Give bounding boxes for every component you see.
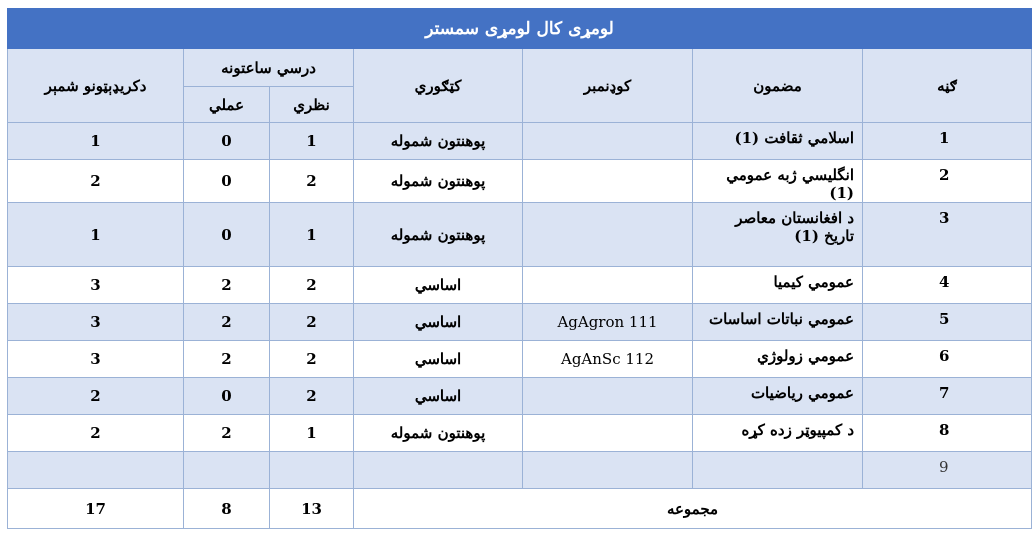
row-code	[523, 123, 693, 160]
table-body	[8, 123, 1032, 489]
row-credits: 2	[8, 378, 184, 415]
row-subject	[693, 452, 863, 489]
header-practical: عملي	[184, 87, 270, 123]
row-subject: د افغانستان معاصر تاریخ (1)	[693, 203, 863, 267]
table-title: لومړی کال لومړی سمستر	[8, 9, 1032, 49]
row-number: 6	[863, 341, 1032, 378]
row-number: 2	[863, 160, 1032, 203]
row-subject: عمومي نباتات اساسات	[693, 304, 863, 341]
row-subject: د کمپیوټر زده کړه	[693, 415, 863, 452]
table-row	[8, 378, 1032, 415]
row-subject: عمومي زولوژي	[693, 341, 863, 378]
row-category: اساسي	[354, 378, 523, 415]
row-subject: عمومي ریاضیات	[693, 378, 863, 415]
row-code	[523, 160, 693, 203]
title-row	[8, 9, 1032, 49]
total-credits: 17	[8, 489, 184, 529]
row-subject: اسلامي ثقافت (1)	[693, 123, 863, 160]
row-category: پوهنتون شموله	[354, 123, 523, 160]
total-theory: 13	[270, 489, 354, 529]
row-theory: 2	[270, 341, 354, 378]
table-row	[8, 267, 1032, 304]
row-credits	[8, 452, 184, 489]
row-code: AgAgron 111	[523, 304, 693, 341]
header-theory: نظري	[270, 87, 354, 123]
row-code: AgAnSc 112	[523, 341, 693, 378]
row-practical: 0	[184, 203, 270, 267]
row-practical: 2	[184, 341, 270, 378]
table-row	[8, 452, 1032, 489]
row-category: اساسي	[354, 304, 523, 341]
row-category: پوهنتون شموله	[354, 203, 523, 267]
row-number: 5	[863, 304, 1032, 341]
row-theory: 2	[270, 160, 354, 203]
total-row	[8, 489, 1032, 529]
header-code: کوډنمبر	[523, 49, 693, 123]
row-code	[523, 415, 693, 452]
row-practical: 2	[184, 415, 270, 452]
row-number: 9	[863, 452, 1032, 489]
curriculum-table-container	[7, 8, 1031, 529]
header-row	[8, 49, 1032, 87]
row-category: پوهنتون شموله	[354, 415, 523, 452]
row-code	[523, 267, 693, 304]
table-row	[8, 160, 1032, 203]
row-category: اساسي	[354, 267, 523, 304]
row-practical	[184, 452, 270, 489]
header-no: ګڼه	[863, 49, 1032, 123]
header-hours: درسي ساعتونه	[184, 49, 354, 87]
row-theory: 2	[270, 378, 354, 415]
row-practical: 2	[184, 267, 270, 304]
row-practical: 0	[184, 378, 270, 415]
row-code	[523, 452, 693, 489]
table-row	[8, 341, 1032, 378]
row-theory: 2	[270, 267, 354, 304]
row-number: 7	[863, 378, 1032, 415]
header-credits: دکریډېټونو شمېر	[8, 49, 184, 123]
row-credits: 1	[8, 123, 184, 160]
row-theory	[270, 452, 354, 489]
row-theory: 1	[270, 415, 354, 452]
row-subject: انگلیسي ژبه عمومي (1)	[693, 160, 863, 203]
row-number: 3	[863, 203, 1032, 267]
row-category: پوهنتون شموله	[354, 160, 523, 203]
row-subject: عمومي کیمیا	[693, 267, 863, 304]
row-practical: 0	[184, 123, 270, 160]
table-row	[8, 304, 1032, 341]
row-credits: 2	[8, 415, 184, 452]
table-row	[8, 203, 1032, 267]
header-category: کټګوري	[354, 49, 523, 123]
total-label: مجموعه	[354, 489, 1032, 529]
row-number: 8	[863, 415, 1032, 452]
row-category	[354, 452, 523, 489]
row-credits: 2	[8, 160, 184, 203]
row-credits: 1	[8, 203, 184, 267]
row-practical: 2	[184, 304, 270, 341]
row-code	[523, 378, 693, 415]
row-credits: 3	[8, 341, 184, 378]
row-theory: 1	[270, 123, 354, 160]
row-number: 1	[863, 123, 1032, 160]
row-credits: 3	[8, 304, 184, 341]
table-row	[8, 123, 1032, 160]
row-code	[523, 203, 693, 267]
row-category: اساسي	[354, 341, 523, 378]
row-credits: 3	[8, 267, 184, 304]
table-row	[8, 415, 1032, 452]
header-subject: مضمون	[693, 49, 863, 123]
row-theory: 2	[270, 304, 354, 341]
row-number: 4	[863, 267, 1032, 304]
total-practical: 8	[184, 489, 270, 529]
row-practical: 0	[184, 160, 270, 203]
curriculum-table	[7, 8, 1032, 529]
row-theory: 1	[270, 203, 354, 267]
